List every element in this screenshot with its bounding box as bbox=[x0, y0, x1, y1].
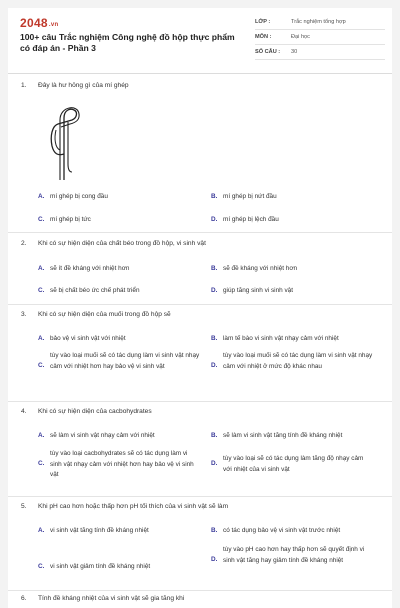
option-text: mí ghép bị tức bbox=[50, 216, 91, 223]
seam-defect-drawing bbox=[44, 104, 86, 184]
option-letter: C. bbox=[38, 362, 45, 369]
question-stem: Tính đề kháng nhiệt của vi sinh vật sẽ gia tăng khi bbox=[38, 595, 185, 602]
option-letter: C. bbox=[38, 216, 45, 223]
document-header bbox=[8, 8, 392, 74]
option-letter: B. bbox=[211, 265, 218, 272]
site-logo[interactable] bbox=[20, 16, 58, 30]
question-text bbox=[21, 408, 381, 415]
meta-value: Đại học bbox=[291, 34, 310, 40]
question-number: 2. bbox=[21, 240, 27, 247]
option-letter: B. bbox=[211, 432, 218, 439]
option-letter: A. bbox=[38, 193, 45, 200]
option-letter: D. bbox=[211, 287, 218, 294]
option-text: sẽ bị chất béo ức chế phát triển bbox=[50, 287, 140, 294]
option-letter: A. bbox=[38, 432, 45, 439]
option-letter: C. bbox=[38, 563, 45, 570]
option-text: sẽ làm vi sinh vật tăng tính đề kháng nhiệt bbox=[223, 432, 343, 439]
option-letter: B. bbox=[211, 193, 218, 200]
meta-row-class bbox=[255, 15, 385, 30]
question-number: 5. bbox=[21, 503, 27, 510]
option-text: tùy vào loại cacbohydrates sẽ có tác dụng làm vi sinh vật nhạy cảm với nhiệt hơn hay bảo vệ vi sinh vật bbox=[50, 450, 194, 479]
option-text: giúp tăng sinh vi sinh vật bbox=[223, 287, 293, 294]
divider bbox=[8, 401, 392, 402]
option-text: làm tế bào vi sinh vật nhạy cảm với nhiệt bbox=[223, 335, 339, 342]
option-text: sẽ ít đề kháng với nhiệt hơn bbox=[50, 265, 130, 272]
question-text bbox=[21, 240, 381, 247]
document-title: 100+ câu Trắc nghiệm Công nghệ đồ hộp thực phẩm có đáp án - Phần 3 bbox=[20, 32, 235, 53]
option-text: sẽ đề kháng với nhiệt hơn bbox=[223, 265, 298, 272]
option-letter: A. bbox=[38, 527, 45, 534]
option-letter: D. bbox=[211, 362, 218, 369]
question-stem: Đây là hư hỏng gì của mí ghép bbox=[38, 82, 129, 89]
question-text bbox=[21, 503, 381, 510]
meta-key: MÔN : bbox=[255, 34, 272, 40]
question-number: 4. bbox=[21, 408, 27, 415]
option-text: tùy vào loại sẽ có tác dụng làm tăng độ nhạy cảm với nhiệt của vi sinh vật bbox=[223, 455, 364, 473]
question-number: 1. bbox=[21, 82, 27, 89]
option-text: mí ghép bị lệch đầu bbox=[223, 216, 279, 223]
meta-value: 30 bbox=[291, 49, 298, 55]
meta-row-subject bbox=[255, 30, 385, 45]
logo-text: 2048 bbox=[20, 16, 48, 30]
question-number: 3. bbox=[21, 311, 27, 318]
option-letter: A. bbox=[38, 265, 45, 272]
option-text: mí ghép bị cong đầu bbox=[50, 193, 108, 200]
meta-value: Trắc nghiệm tổng hợp bbox=[291, 19, 346, 25]
meta-row-count bbox=[255, 45, 385, 60]
question-stem: Khi có sự hiện diện của muối trong đồ hộp sẽ bbox=[38, 311, 171, 318]
question-text bbox=[21, 311, 381, 318]
option-text: tùy vào loại muối sẽ có tác dụng làm vi sinh vật nhạy cảm với nhiệt ở mức độ khác nhau bbox=[223, 352, 373, 370]
option-letter: D. bbox=[211, 556, 218, 563]
question-text bbox=[21, 82, 381, 89]
question-number: 6. bbox=[21, 595, 27, 602]
option-text: vi sinh vật giảm tính đề kháng nhiệt bbox=[50, 563, 151, 570]
question-stem: Khi có sự hiện diện của cacbohydrates bbox=[38, 408, 152, 415]
question-text bbox=[21, 595, 381, 602]
logo-suffix: .vn bbox=[48, 22, 59, 28]
option-letter: C. bbox=[38, 460, 45, 467]
divider bbox=[8, 496, 392, 497]
divider bbox=[8, 590, 392, 591]
option-letter: D. bbox=[211, 460, 218, 467]
option-text: tùy vào pH cao hơn hay thấp hơn sẽ quyết định vi sinh vật tăng hay giảm tính đề kháng nhiệt bbox=[223, 546, 365, 564]
option-letter: B. bbox=[211, 527, 218, 534]
question-stem: Khi pH cao hơn hoặc thấp hơn pH tối thích của vi sinh vật sẽ làm bbox=[38, 503, 229, 510]
meta-key: LỚP : bbox=[255, 19, 271, 25]
option-letter: D. bbox=[211, 216, 218, 223]
meta-table bbox=[255, 15, 385, 60]
option-text: có tác dụng bảo vệ vi sinh vật trước nhiệt bbox=[223, 527, 341, 534]
question-stem: Khi có sự hiện diện của chất béo trong đồ hộp, vi sinh vật bbox=[38, 240, 206, 247]
document-page bbox=[8, 8, 392, 608]
option-text: tùy vào loại muối sẽ có tác dụng làm vi sinh vật nhạy cảm với nhiệt hơn hay bảo vệ vi sinh vật bbox=[50, 352, 200, 370]
option-letter: C. bbox=[38, 287, 45, 294]
option-text: bảo vệ vi sinh vật với nhiệt bbox=[50, 335, 126, 342]
option-letter: B. bbox=[211, 335, 218, 342]
option-text: vi sinh vật tăng tính đề kháng nhiệt bbox=[50, 527, 149, 534]
seam-defect-figure bbox=[44, 104, 86, 189]
divider bbox=[8, 232, 392, 233]
meta-key: SỐ CÂU : bbox=[255, 49, 281, 55]
option-letter: A. bbox=[38, 335, 45, 342]
divider bbox=[8, 304, 392, 305]
option-text: mí ghép bị nứt đầu bbox=[223, 193, 277, 200]
option-text: sẽ làm vi sinh vật nhạy cảm với nhiệt bbox=[50, 432, 155, 439]
